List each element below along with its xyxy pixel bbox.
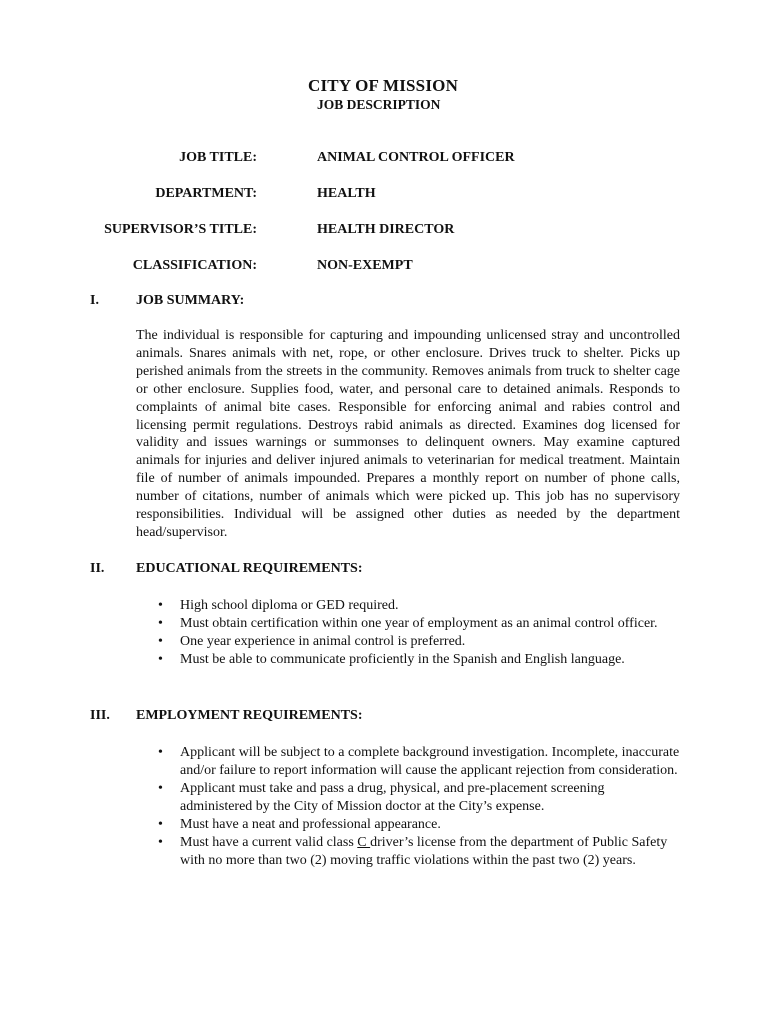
list-item xyxy=(136,834,680,870)
department-value: HEALTH xyxy=(317,186,376,201)
license-class-blank: C xyxy=(357,835,371,850)
supervisor-title-value: HEALTH DIRECTOR xyxy=(317,222,455,237)
list-item-text: Applicant must take and pass a drug, physical, and pre-placement screening administered by the City of Mission doctor at the City’s expense. xyxy=(180,781,605,814)
list-item-text: Must have a neat and professional appearance. xyxy=(180,817,441,832)
section-1-number: I. xyxy=(90,293,99,308)
classification-value: NON-EXEMPT xyxy=(317,258,413,273)
bullet-icon: • xyxy=(158,835,163,850)
list-item-text: Must be able to communicate proficiently in the Spanish and English language. xyxy=(180,652,625,667)
section-2-number: II. xyxy=(90,561,105,576)
classification-label: CLASSIFICATION: xyxy=(132,258,257,273)
list-item-text: High school diploma or GED required. xyxy=(180,598,399,613)
section-3-number: III. xyxy=(90,708,110,723)
section-3-title: EMPLOYMENT REQUIREMENTS: xyxy=(136,708,363,723)
bullet-icon: • xyxy=(158,616,163,631)
document-title: CITY OF MISSION xyxy=(308,76,459,95)
list-item xyxy=(136,744,680,780)
list-item xyxy=(136,597,680,615)
list-item xyxy=(136,651,680,669)
job-summary-text: The individual is responsible for capturing and impounding unlicensed stray and uncontrolled animals. Snares animals with net, rope, or other enclosure. Drives truck to shelter. Picks up perished animals from the streets in the community. Removes animals from truck to shelter cage or other enclosure. Supplies food, water, and personal care to detained animals. Responds to complaints of animal bite cases. Responsible for enforcing animal and rabies control and licensing permit regulations. Destroys rabid animals as directed. Examines dog licensed for validity and issues warnings or summonses to delinquent owners. May examine captured animals for injuries and deliver injured animals to veterinarian for medical treatment. Maintain file of number of animals impounded. Prepares a monthly report on number of phone calls, number of citations, number of animals which were picked up. This job has no supervisory responsibilities. Individual will be assigned other duties as needed by the department head/supervisor. xyxy=(136,328,680,540)
job-title-value: ANIMAL CONTROL OFFICER xyxy=(317,150,515,165)
bullet-icon: • xyxy=(158,745,163,760)
list-item xyxy=(136,633,680,651)
bullet-icon: • xyxy=(158,634,163,649)
job-title-label: JOB TITLE: xyxy=(179,150,257,165)
supervisor-title-label: SUPERVISOR’S TITLE: xyxy=(104,222,257,237)
bullet-icon: • xyxy=(158,652,163,667)
bullet-icon: • xyxy=(158,817,163,832)
list-item xyxy=(136,816,680,834)
list-item-text: Must obtain certification within one year of employment as an animal control officer. xyxy=(180,616,658,631)
section-1-title: JOB SUMMARY: xyxy=(136,293,245,308)
list-item-text: Applicant will be subject to a complete background investigation. Incomplete, inaccurate and/or failure to report information will cause the applicant rejection from consideration. xyxy=(180,745,680,778)
list-item xyxy=(136,615,680,633)
bullet-icon: • xyxy=(158,598,163,613)
bullet-icon: • xyxy=(158,781,163,796)
section-2-title: EDUCATIONAL REQUIREMENTS: xyxy=(136,561,363,576)
license-text-after: driver’s license from the department of Public Safety with no more than two (2) moving traffic violations within the past two (2) years. xyxy=(180,835,668,868)
license-text-before: Must have a current valid class xyxy=(180,835,358,850)
department-label: DEPARTMENT: xyxy=(155,186,257,201)
educational-requirements-list xyxy=(136,597,680,669)
document-subtitle: JOB DESCRIPTION xyxy=(317,97,441,112)
list-item xyxy=(136,780,680,816)
employment-requirements-list xyxy=(136,744,680,870)
list-item-text: One year experience in animal control is preferred. xyxy=(180,634,466,649)
